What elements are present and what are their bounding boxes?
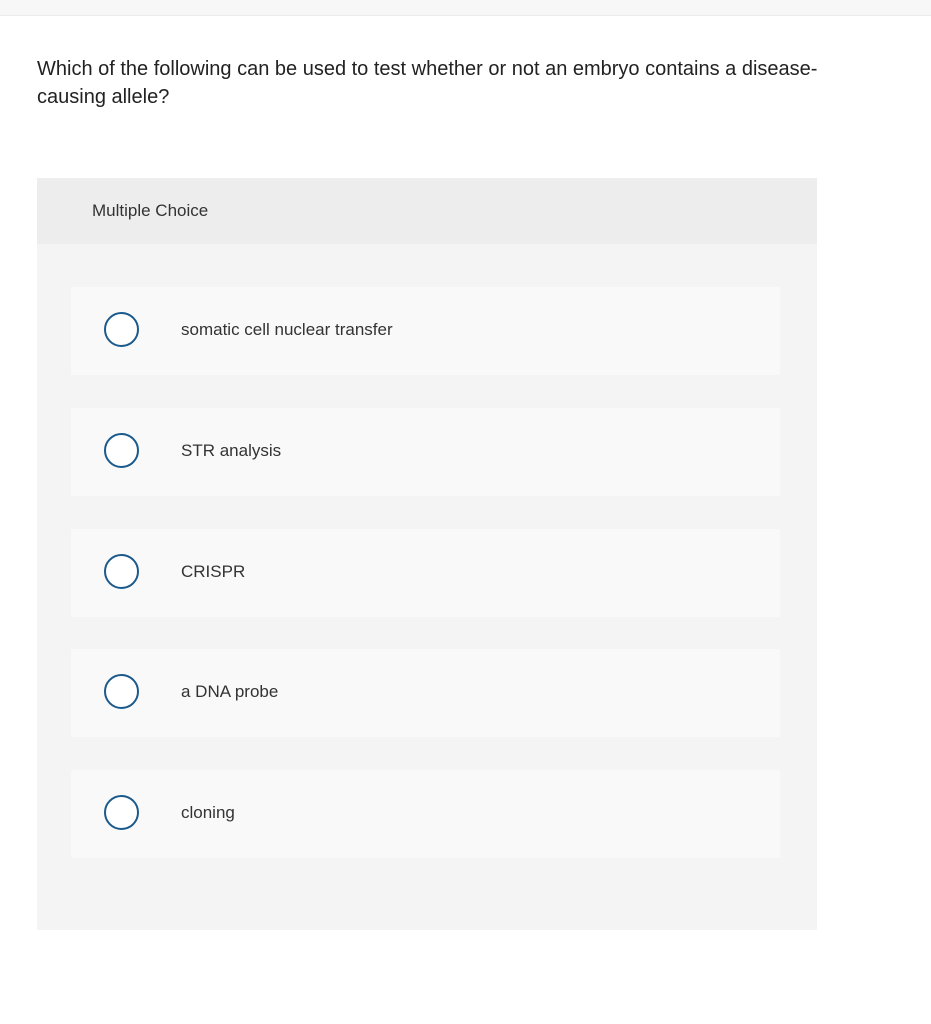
option-label: somatic cell nuclear transfer xyxy=(181,320,393,339)
radio-button[interactable] xyxy=(104,674,139,709)
option-label: STR analysis xyxy=(181,441,282,460)
top-bar xyxy=(0,0,931,16)
radio-button[interactable] xyxy=(104,795,139,830)
multiple-choice-header xyxy=(37,178,817,244)
question-text: Which of the following can be used to test whether or not an embryo contains a disease-causing allele? xyxy=(37,58,818,108)
radio-button[interactable] xyxy=(104,554,139,589)
multiple-choice-label: Multiple Choice xyxy=(92,201,209,220)
option-label: CRISPR xyxy=(181,562,246,581)
option-dna-probe[interactable] xyxy=(71,649,780,737)
option-crispr[interactable] xyxy=(71,529,780,617)
multiple-choice-panel xyxy=(37,178,817,930)
option-cloning[interactable] xyxy=(71,770,780,858)
option-str-analysis[interactable] xyxy=(71,408,780,496)
option-somatic-cell-nuclear-transfer[interactable] xyxy=(71,287,780,375)
radio-button[interactable] xyxy=(104,312,139,347)
option-label: a DNA probe xyxy=(181,682,279,701)
option-label: cloning xyxy=(181,803,235,822)
radio-button[interactable] xyxy=(104,433,139,468)
